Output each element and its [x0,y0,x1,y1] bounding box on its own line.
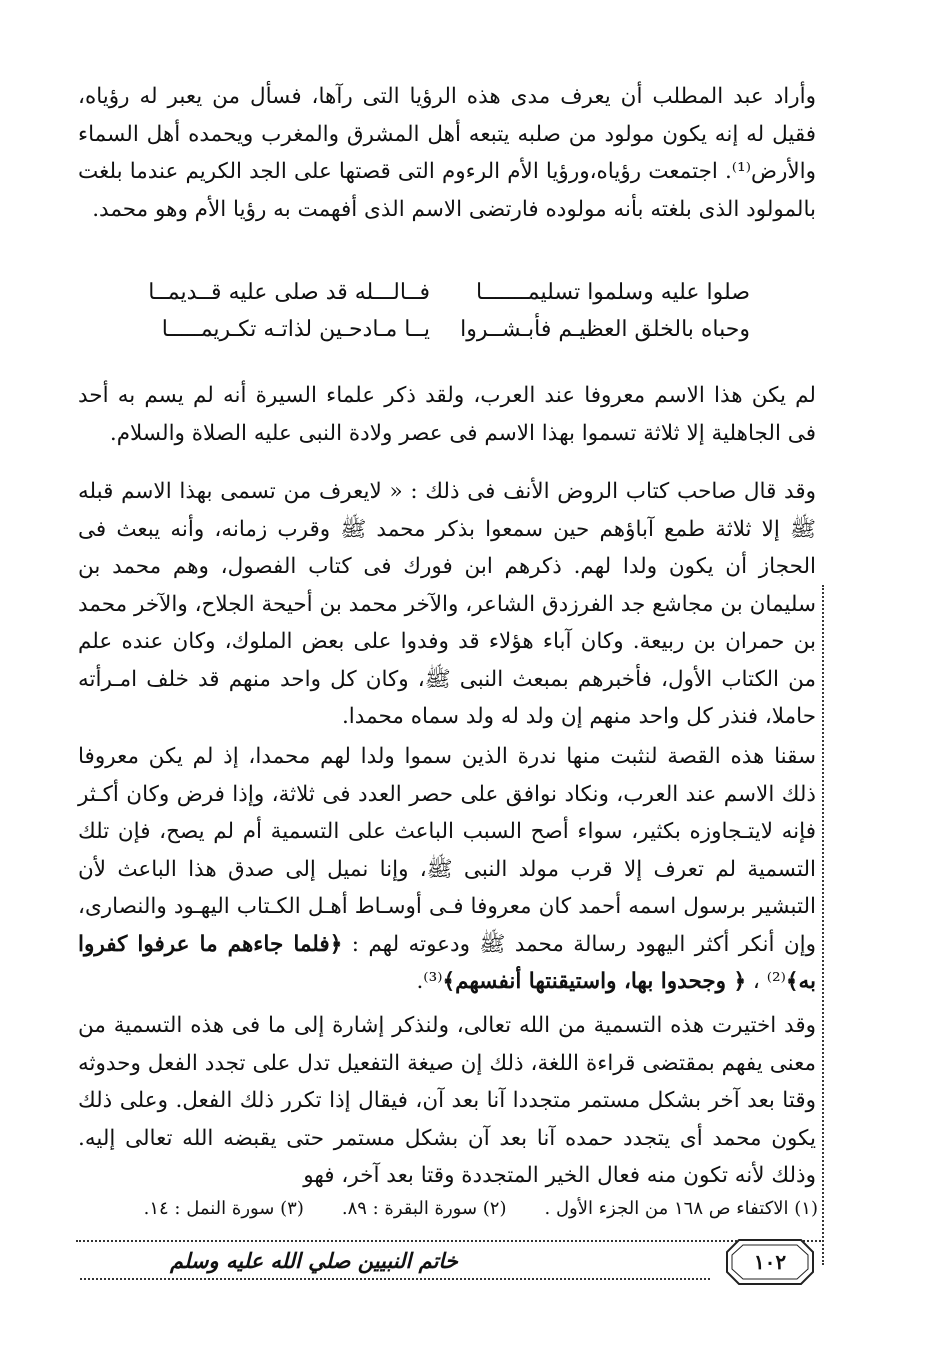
quran-quote-2: ﴿ وجحدوا بها، واستيقنتها أنفسهم﴾ [442,969,747,994]
paragraph-1-text: وأراد عبد المطلب أن يعرف مدى هذه الرؤيا التى رآها، فسأل من يعبر له رؤياه، فقيل له إنه يكون مولود من صلبه يتبعه أهل المشرق والمغرب ويحمده أهل السماء والأرض⁽¹⁾. اجتمعت رؤياه،ورؤيا الأم الرءوم التى قصتها على الجد الكريم عندما بلغت بالمولود الذى بلغته بأنه مولوده فارتضى الاسم الذى أفهمت به رؤيا الأم وهو محمد. [78,84,816,222]
footnote-ref-3: ⁽³⁾. [416,969,443,994]
poem-verse-1 [140,274,750,311]
paragraph-3 [78,473,816,736]
paragraph-3-text: وقد قال صاحب كتاب الروض الأنف فى ذلك : « لايعرف من تسمى بهذا الاسم قبله ﷺ إلا ثلاثة طمع آباؤهم حين سمعوا بذكر محمد ﷺ وقرب زمانه، وأنه يبعث فى الحجاز أن يكون ولدا لهم. ذكرهم ابن فورك فى كتاب الفصول، وهم محمد بن سليمان بن مجاشع جد الفرزدق الشاعر، والآخر محمد بن أحيحة الجلاح، والآخر محمد بن حمران بن ربيعة. وكان آباء هؤلاء قد وفدوا على بعض الملوك، وكان عنده علم من الكتاب الأول، فأخبرهم بمبعث النبى ﷺ، وكان كل واحد منهم قد خلف امـرأته حاملا، فنذر كل واحد منهم إن ولد له ولد سماه محمدا. [78,479,816,729]
footnote-2: (٢) سورة البقرة : ٨٩. [341,1198,507,1219]
footnote-1: (١) الاكتفاء ص ١٦٨ من الجزء الأول . [544,1198,818,1219]
page-number-badge [725,1238,815,1286]
footnote-ref-2: ⁽²⁾ [766,969,786,994]
poem-verse-1-first-half: صلوا عليه وسلموا تسليمـــــــا [475,280,750,305]
paragraph-4-body: سقنا هذه القصة لنثبت منها ندرة الذين سموا ولدا لهم محمدا، إذ لم يكن معروفا ذلك الاسم عند العرب، ونكاد نوافق على حصر العدد فى ثلاثة، وإذا فرض وكان أكـثر فإنه لايتـجاوزه بكثير، سواء أصح السبب الباعث على التسمية أم لم يصح، فإن تلك التسمية لم تعرف إلا قرب مولد النبى ﷺ، وإنا نميل إلى صدق هذا الباعث لأن التبشير برسول اسمه أحمد كان معروفا فـى أوسـاط أهـل الكـتاب اليهـود والنصارى، وإن أنكر أكثر اليهود رسالة محمد ﷺ ودعوته لهم : [78,744,816,957]
paragraph-1 [78,78,816,228]
paragraph-4-text [78,738,816,1001]
paragraph-2-text: لم يكن هذا الاسم معروفا عند العرب، ولقد ذكر علماء السيرة أنه لم يسم به أحد فى الجاهلية إلا ثلاثة تسموا بهذا الاسم فى عصر ولادة النبى عليه الصلاة والسلام. [78,383,816,446]
poem-verse-2-first-half: وحباه بالخلق العظيـم فأبـشــروا [460,317,750,342]
footnotes [90,1196,818,1222]
footnote-separator [76,1240,821,1242]
poem-verse-1-second-half: فــالـــله قد صلى عليه قــديمــا [148,280,430,305]
paragraph-4 [78,738,816,1001]
quote-separator: ، [746,969,767,994]
page-number: ١٠٢ [753,1250,787,1274]
quran-quote-1: ﴿فلما جاءهم ما عرفوا كفروا به﴾ [78,931,816,994]
poem-verse-2 [140,311,750,348]
margin-rule [822,585,824,1265]
poem-verse-2-second-half: يــا مـادحـين لذاتـه تكـريمـــــا [161,317,430,342]
footnote-3: (٣) سورة النمل : ١٤. [143,1198,304,1219]
footer-rule [80,1278,710,1280]
running-footer-title: خاتم النبيين صلي الله عليه وسلم [170,1248,458,1273]
paragraph-5-text: وقد اختيرت هذه التسمية من الله تعالى، ولنذكر إشارة إلى ما فى هذه التسمية من معنى يفهم بمقتضى قراءة اللغة، ذلك إن صيغة التفعيل تدل على تجدد الفعل وحدوثه وقتا بعد آخر بشكل مستمر متجددا آنا بعد آن، فيقال إذا تكرر ذلك الفعل. وعلى ذلك يكون محمد أى يتجدد حمده آنا بعد آن بشكل مستمر حتى يقبضه الله تعالى إليه. وذلك لأنه تكون منه فعال الخير المتجددة وقتا بعد آخر، فهو [78,1013,816,1188]
paragraph-5 [78,1007,816,1195]
poem [140,274,750,348]
paragraph-2 [78,377,816,452]
